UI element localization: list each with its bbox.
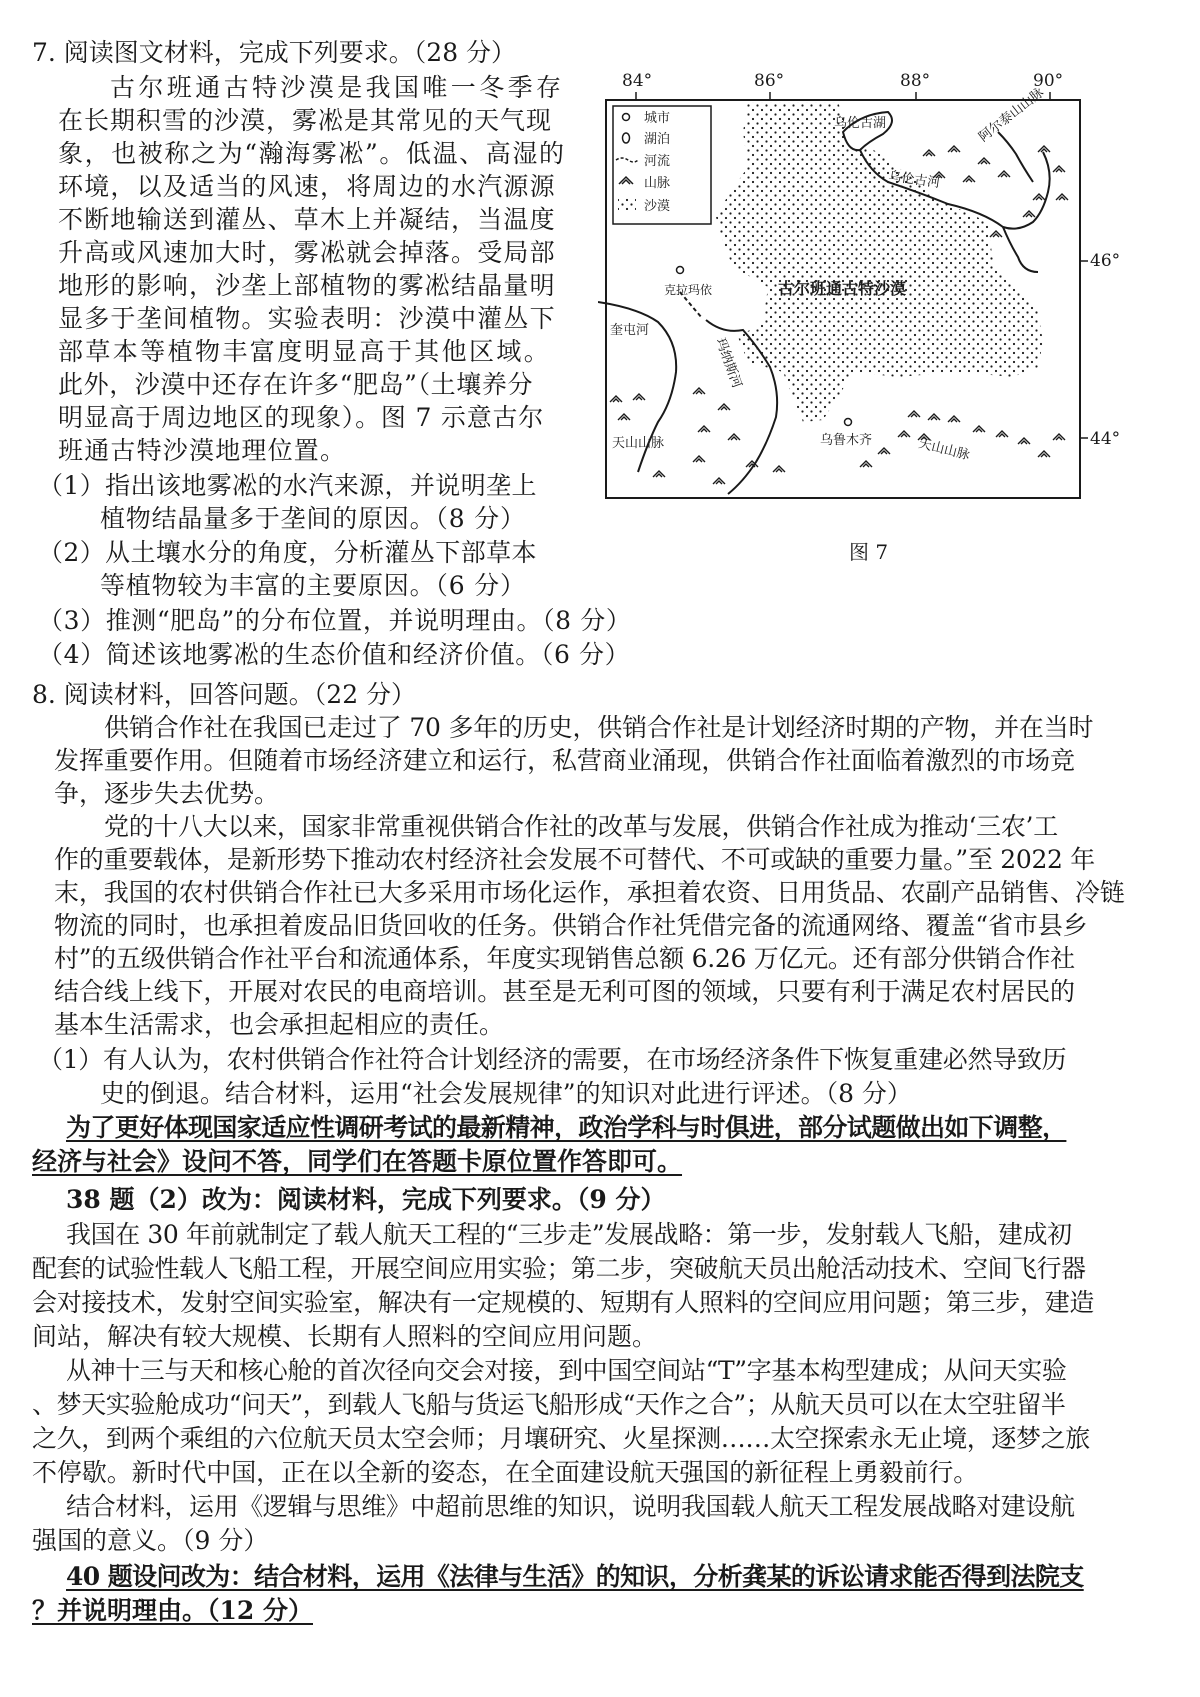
label-wulungu-river: 乌伦古河 xyxy=(887,169,942,192)
notice-line-2: 经济与社会》设问不答，同学们在答题卡原位置作答即可。 xyxy=(32,1147,683,1176)
map-legend xyxy=(613,106,711,224)
lon-label-86: 86° xyxy=(754,72,785,91)
q7-line: 象，也被称之为“瀚海雾凇”。低温、高湿的 xyxy=(58,139,566,168)
q7-line: 地形的影响，沙垄上部植物的雾凇结晶量明 xyxy=(58,271,556,300)
svg-text:山脉: 山脉 xyxy=(644,176,671,191)
q7-line: 明显高于周边地区的现象）。图 7 示意古尔 xyxy=(58,403,545,432)
q8-line: 结合线上线下，开展对农民的电商培训。甚至是无利可图的领域，只要有利于满足农村居民的 xyxy=(54,977,1075,1006)
q40-line-1: 40 题设问改为：结合材料，运用《法律与生活》的知识，分析龚某的诉讼请求能否得到法院支 xyxy=(66,1562,1084,1591)
q8-line: 党的十八大以来，国家非常重视供销合作社的改革与发展，供销合作社成为推动‘三农’工 xyxy=(104,812,1058,841)
figure-7-map xyxy=(598,72,1138,592)
q38-line: 会对接技术，发射空间实验室，解决有一定规模的、短期有人照料的空间应用问题；第三步，建造 xyxy=(32,1288,1095,1317)
label-manas-river: 玛纳斯河 xyxy=(712,336,745,391)
q8-line: 基本生活需求，也会承担起相应的责任。 xyxy=(54,1010,505,1039)
lon-label-90: 90° xyxy=(1033,72,1064,91)
q40-line-2: ？并说明理由。（12 分） xyxy=(32,1596,313,1625)
lat-label-46: 46° xyxy=(1090,251,1121,271)
q7-line: 显多于垄间植物。实验表明：沙漠中灌丛下 xyxy=(58,304,556,333)
q38-line: 从神十三与天和核心舱的首次径向交会对接，到中国空间站“T”字基本构型建成；从问天实验 xyxy=(66,1356,1067,1385)
q7-subquestion-4: （4）简述该地雾凇的生态价值和经济价值。（6 分） xyxy=(38,640,631,669)
q8-subquestion-1-cont: 史的倒退。结合材料，运用“社会发展规律”的知识对此进行评述。（8 分） xyxy=(100,1079,912,1108)
label-tianshan-west: 天山山脉 xyxy=(612,436,665,451)
q7-line: 古尔班通古特沙漠是我国唯一冬季存 xyxy=(110,73,565,102)
label-altai: 阿尔泰山山脉 xyxy=(976,85,1047,146)
q38-line: 之久，到两个乘组的六位航天员太空会师；月壤研究、火星探测……太空探索永无止境，逐梦之旅 xyxy=(32,1424,1090,1453)
q8-subquestion-1: （1）有人认为，农村供销合作社符合计划经济的需要，在市场经济条件下恢复重建必然导致历 xyxy=(38,1045,1067,1074)
label-desert: 古尔班通古特沙漠 xyxy=(778,279,907,298)
q38-line: 配套的试验性载人飞船工程，开展空间应用实验；第二步，突破航天员出舱活动技术、空间飞行器 xyxy=(32,1254,1086,1283)
label-tianshan-east: 天山山脉 xyxy=(917,436,972,464)
q8-line: 物流的同时，也承担着废品旧货回收的任务。供销合作社凭借完备的流通网络、覆盖“省市县乡 xyxy=(54,911,1088,940)
q8-line: 发挥重要作用。但随着市场经济建立和运行，私营商业涌现，供销合作社面临着激烈的市场竞 xyxy=(54,746,1075,775)
q7-subquestion-3: （3）推测“肥岛”的分布位置，并说明理由。（8 分） xyxy=(38,606,632,635)
q7-subquestion-2-cont: 等植物较为丰富的主要原因。（6 分） xyxy=(100,571,526,600)
q38-line: 强国的意义。（9 分） xyxy=(32,1526,269,1555)
q7-line: 班通古特沙漠地理位置。 xyxy=(58,436,347,465)
lon-label-84: 84° xyxy=(622,72,653,91)
label-urumqi: 乌鲁木齐 xyxy=(820,433,873,448)
label-lake: 乌伦古湖 xyxy=(834,116,887,131)
q38-line: 不停歇。新时代中国，正在以全新的姿态，在全面建设航天强国的新征程上勇毅前行。 xyxy=(32,1458,979,1487)
figure-caption: 图 7 xyxy=(849,540,889,564)
svg-text:城市: 城市 xyxy=(644,111,671,126)
q7-line: 环境，以及适当的风速，将周边的水汽源源 xyxy=(58,172,556,201)
q38-title: 38 题（2）改为：阅读材料，完成下列要求。（9 分） xyxy=(66,1185,666,1214)
q7-line: 升高或风速加大时，雾凇就会掉落。受局部 xyxy=(58,238,556,267)
q38-line: 我国在 30 年前就制定了载人航天工程的“三步走”发展战略：第一步，发射载人飞船，建成初 xyxy=(66,1220,1072,1249)
label-kuitun-river: 奎屯河 xyxy=(610,323,650,338)
desert-legend-icon xyxy=(618,198,636,210)
q8-title: 8. 阅读材料，回答问题。（22 分） xyxy=(32,680,417,709)
q7-subquestion-1-cont: 植物结晶量多于垄间的原因。（8 分） xyxy=(100,504,526,533)
lon-label-88: 88° xyxy=(900,72,931,91)
q7-line: 部草本等植物丰富度明显高于其他区域。 xyxy=(58,337,552,366)
q7-line: 此外，沙漠中还存在许多“肥岛”（土壤养分 xyxy=(58,370,534,399)
q38-line: 结合材料，运用《逻辑与思维》中超前思维的知识，说明我国载人航天工程发展战略对建设航 xyxy=(66,1492,1075,1521)
q38-line: 、梦天实验舱成功“问天”，到载人飞船与货运飞船形成“天作之合”；从航天员可以在太空驻留半 xyxy=(32,1390,1066,1419)
q7-title: 7. 阅读图文材料，完成下列要求。（28 分） xyxy=(32,38,517,67)
desert-area xyxy=(716,102,1043,422)
q8-line: 供销合作社在我国已走过了 70 多年的历史，供销合作社是计划经济时期的产物，并在当时 xyxy=(104,713,1094,742)
label-karamay: 克拉玛依 xyxy=(664,283,713,297)
q7-subquestion-2: （2）从土壤水分的角度，分析灌丛下部草本 xyxy=(38,538,537,567)
q8-line: 村”的五级供销合作社平台和流通体系，年度实现销售总额 6.26 万亿元。还有部分供销合作社 xyxy=(54,944,1075,973)
city-urumqi xyxy=(845,419,852,426)
wulungu-tributary xyxy=(1003,227,1038,272)
q7-subquestion-1: （1）指出该地雾凇的水汽来源，并说明垄上 xyxy=(38,471,537,500)
lat-label-44: 44° xyxy=(1090,429,1121,449)
notice-line-1: 为了更好体现国家适应性调研考试的最新精神，政治学科与时俱进，部分试题做出如下调整， xyxy=(66,1113,1067,1142)
q7-line: 不断地输送到灌丛、草木上并凝结，当温度 xyxy=(58,205,556,234)
svg-text:河流: 河流 xyxy=(644,154,671,169)
q8-line: 作的重要载体，是新形势下推动农村经济社会发展不可替代、不可或缺的重要力量。”至 2022 年 xyxy=(54,845,1096,874)
city-karamay xyxy=(677,267,684,274)
svg-text:湖泊: 湖泊 xyxy=(644,132,671,147)
svg-text:沙漠: 沙漠 xyxy=(644,199,671,214)
q8-line: 末，我国的农村供销合作社已大多采用市场化运作，承担着农资、日用货品、农副产品销售、冷链 xyxy=(54,878,1125,907)
q8-line: 争，逐步失去优势。 xyxy=(54,779,280,808)
q38-line: 间站，解决有较大规模、长期有人照料的空间应用问题。 xyxy=(32,1322,658,1351)
q7-line: 在长期积雪的沙漠，雾凇是其常见的天气现 xyxy=(58,106,553,135)
